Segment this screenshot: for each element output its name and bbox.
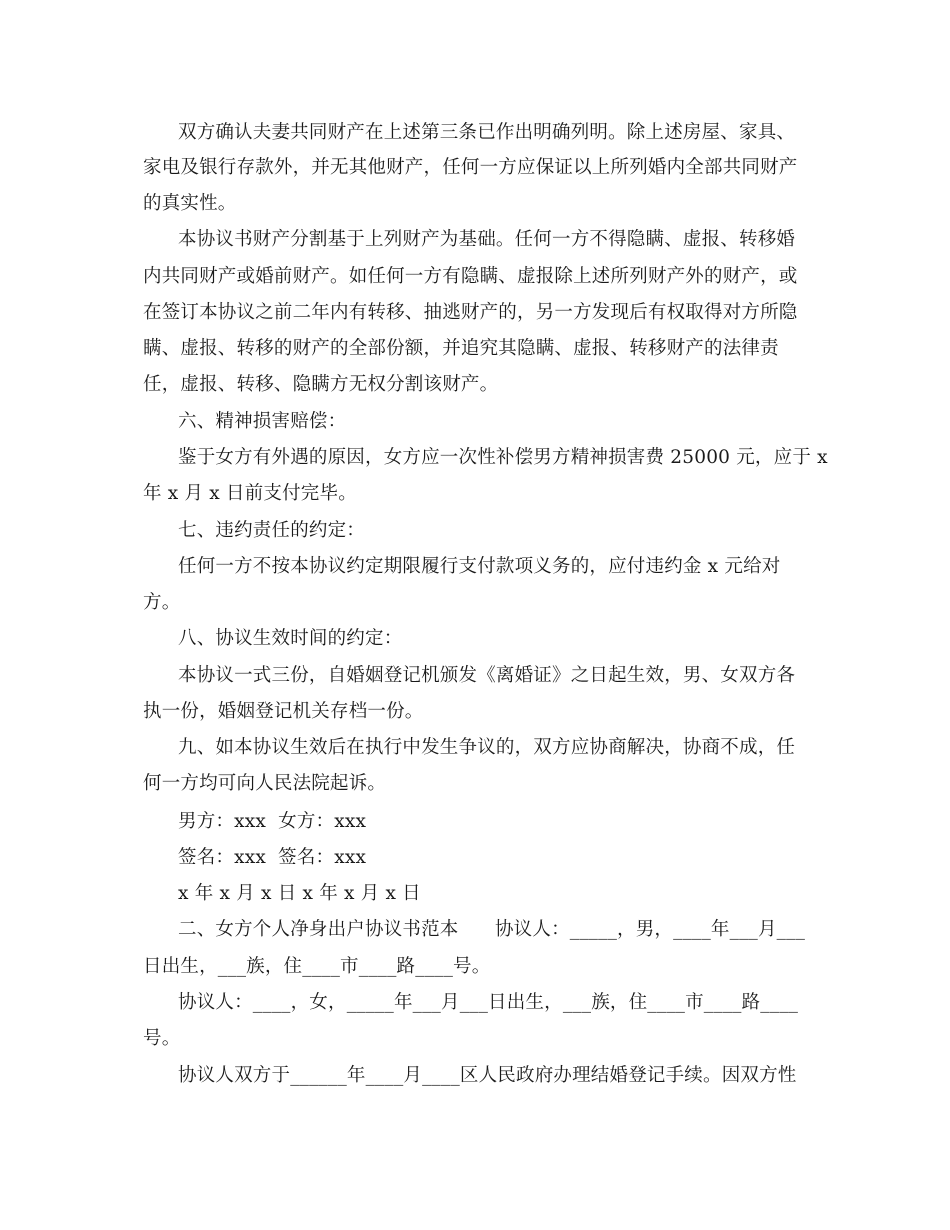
paragraph-line: 号。 bbox=[143, 1028, 181, 1049]
signature-line: 男方：xxx 女方：xxx bbox=[178, 811, 367, 832]
signature-line: 签名：xxx 签名：xxx bbox=[178, 847, 367, 868]
paragraph-line: 方。 bbox=[143, 592, 181, 613]
date-line: x 年 x 月 x 日 x 年 x 月 x 日 bbox=[178, 883, 421, 904]
paragraph-line: 瞒、虚报、转移的财产的全部份额，并追究其隐瞒、虚报、转移财产的法律责 bbox=[143, 338, 779, 359]
paragraph-line: 协议人双方于______年____月____区人民政府办理结婚登记手续。因双方性 bbox=[178, 1065, 797, 1086]
paragraph-line: 何一方均可向人民法院起诉。 bbox=[143, 773, 387, 794]
paragraph-line: 二、女方个人净身出户协议书范本 协议人：_____，男，____年___月___ bbox=[178, 919, 806, 940]
paragraph-line: 鉴于女方有外遇的原因，女方应一次性补偿男方精神损害费 25000 元，应于 x bbox=[178, 447, 828, 468]
section-heading: 八、协议生效时间的约定： bbox=[178, 628, 403, 649]
paragraph-line: 协议人：____，女，_____年___月___日出生，___族，住____市____路____ bbox=[178, 992, 799, 1013]
section-heading: 六、精神损害赔偿： bbox=[178, 411, 347, 432]
section-heading: 七、违约责任的约定： bbox=[178, 520, 366, 541]
paragraph-line: 任，虚报、转移、隐瞒方无权分割该财产。 bbox=[143, 374, 499, 395]
paragraph-line: 任何一方不按本协议约定期限履行支付款项义务的，应付违约金 x 元给对 bbox=[178, 556, 781, 577]
paragraph-line: 本协议书财产分割基于上列财产为基础。任何一方不得隐瞒、虚报、转移婚 bbox=[178, 229, 796, 250]
paragraph-line: 内共同财产或婚前财产。如任何一方有隐瞒、虚报除上述所列财产外的财产，或 bbox=[143, 266, 798, 287]
paragraph-line: 执一份，婚姻登记机关存档一份。 bbox=[143, 701, 424, 722]
paragraph-line: 日出生，___族，住____市____路____号。 bbox=[143, 956, 491, 977]
paragraph-line: 九、如本协议生效后在执行中发生争议的，双方应协商解决，协商不成，任 bbox=[178, 737, 796, 758]
paragraph-line: 的真实性。 bbox=[143, 193, 237, 214]
paragraph-line: 本协议一式三份，自婚姻登记机颁发《离婚证》之日起生效，男、女双方各 bbox=[178, 665, 796, 686]
paragraph-line: 在签订本协议之前二年内有转移、抽逃财产的，另一方发现后有权取得对方所隐 bbox=[143, 302, 798, 323]
paragraph-line: 家电及银行存款外，并无其他财产，任何一方应保证以上所列婚内全部共同财产 bbox=[143, 157, 798, 178]
paragraph-line: 年 x 月 x 日前支付完毕。 bbox=[143, 483, 357, 504]
paragraph-line: 双方确认夫妻共同财产在上述第三条已作出明确列明。除上述房屋、家具、 bbox=[178, 122, 796, 143]
